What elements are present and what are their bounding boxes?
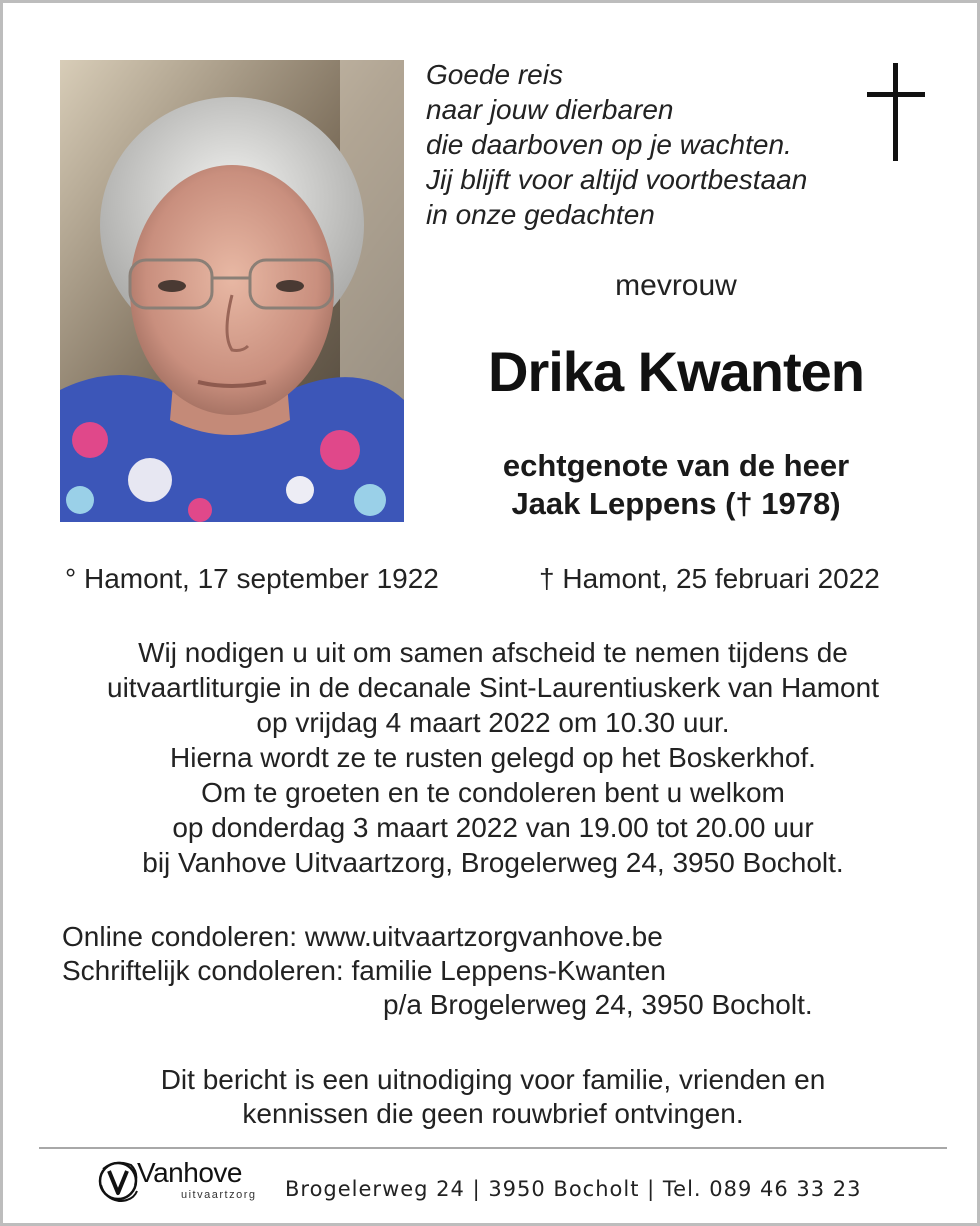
invitation-line: Om te groeten en te condoleren bent u welkom [201,777,785,808]
notice-text [23,1063,963,1131]
portrait-illustration [60,60,404,522]
cross-icon [867,63,925,163]
invitation-line: op donderdag 3 maart 2022 van 19.00 tot 20.00 uur [172,812,814,843]
written-condolence: Schriftelijk condoleren: familie Leppens-Kwanten [62,955,666,986]
footer-contact: Brogelerweg 24 | 3950 Bocholt | Tel. 089 46 33 23 [285,1177,862,1201]
poem-line: Goede reis [426,59,563,90]
poem-line: Jij blijft voor altijd voortbestaan [426,164,808,195]
deceased-name: Drika Kwanten [488,340,864,403]
death-date: † Hamont, 25 februari 2022 [539,563,880,594]
condolence-info [62,920,813,1022]
vanhove-logo-icon [95,1155,141,1205]
memorial-poem [426,57,807,232]
notice-line: Dit bericht is een uitnodiging voor familie, vrienden en [160,1064,826,1095]
spouse-line-2: Jaak Leppens († 1978) [511,486,841,521]
online-condolence: Online condoleren: www.uitvaartzorgvanhove.be [62,921,663,952]
funeral-invitation [23,635,963,880]
salutation: mevrouw [615,269,737,302]
condolence-address: p/a Brogelerweg 24, 3950 Bocholt. [383,989,813,1020]
notice-line: kennissen die geen rouwbrief ontvingen. [242,1098,744,1129]
portrait-photo [60,60,404,522]
invitation-line: uitvaartliturgie in de decanale Sint-Laurentiuskerk van Hamont [107,672,879,703]
logo-subtitle: uitvaartzorg [181,1189,257,1201]
invitation-line: bij Vanhove Uitvaartzorg, Brogelerweg 24, 3950 Bocholt. [142,847,844,878]
vanhove-logo [95,1155,275,1211]
poem-line: die daarboven op je wachten. [426,129,792,160]
logo-brand: Vanhove [137,1157,242,1188]
spouse-line-1: echtgenote van de heer [502,448,850,483]
spouse-info [426,447,926,523]
footer-divider [39,1147,947,1149]
poem-line: naar jouw dierbaren [426,94,674,125]
invitation-line: Wij nodigen u uit om samen afscheid te nemen tijdens de [138,637,848,668]
birth-date: ° Hamont, 17 september 1922 [65,563,439,594]
poem-line: in onze gedachten [426,199,655,230]
invitation-line: Hierna wordt ze te rusten gelegd op het Boskerkhof. [170,742,816,773]
invitation-line: op vrijdag 4 maart 2022 om 10.30 uur. [256,707,730,738]
